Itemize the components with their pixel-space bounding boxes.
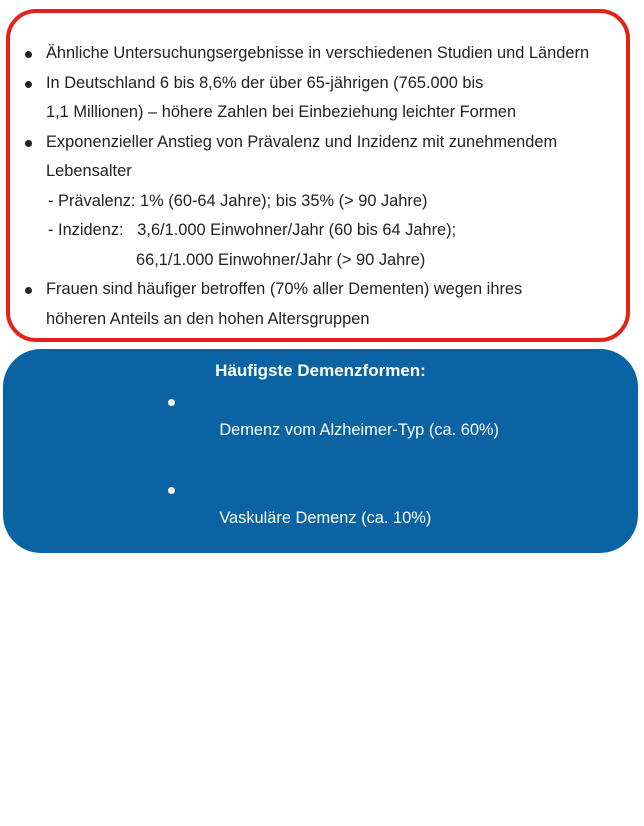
bullet-icon bbox=[168, 663, 175, 670]
list-item-mixed bbox=[168, 563, 499, 651]
item-text: Alle anderen Formen (ca. 10%) bbox=[219, 772, 448, 791]
item-text: Lewy-Körper-Demenz (ca. 10%) bbox=[219, 684, 454, 703]
bullet-icon bbox=[168, 399, 175, 406]
item-line: höheren Anteils an den hohen Altersgruppen bbox=[46, 309, 370, 328]
list-item-other bbox=[168, 739, 499, 826]
list-item-alzheimer bbox=[168, 387, 499, 475]
item-text: Gemischte Demenz (ca. 10%) bbox=[219, 597, 438, 616]
epidemiology-panel bbox=[6, 9, 630, 342]
list-item-vascular bbox=[168, 475, 499, 563]
list-item-germany bbox=[10, 69, 644, 128]
item-line: Ähnliche Untersuchungsergebnisse in verschiedenen Studien und Ländern bbox=[46, 44, 590, 62]
bullet-icon bbox=[25, 81, 32, 88]
dementia-forms-panel bbox=[3, 349, 638, 791]
sub-list bbox=[10, 187, 644, 276]
epidemiology-list bbox=[10, 13, 644, 334]
bullet-icon bbox=[25, 51, 32, 58]
bullet-icon bbox=[25, 287, 32, 294]
sub-item-praevalenz: - Prävalenz: 1% (60-64 Jahre); bis 35% (> 90 Jahre) bbox=[48, 191, 428, 210]
list-item-lewy-body bbox=[168, 651, 499, 739]
list-item-studies bbox=[10, 39, 644, 69]
list-item-increase bbox=[10, 128, 644, 187]
bullet-icon bbox=[168, 575, 175, 582]
item-line: 1,1 Millionen) – höhere Zahlen bei Einbeziehung leichter Formen bbox=[46, 103, 517, 121]
item-line: Frauen sind häufiger betroffen (70% aller Dementen) wegen ihres bbox=[46, 280, 523, 298]
dementia-forms-list bbox=[168, 387, 499, 826]
item-line: Lebensalter bbox=[46, 162, 132, 180]
sub-item-inzidenz-continuation: 66,1/1.000 Einwohner/Jahr (> 90 Jahre) bbox=[136, 250, 426, 269]
list-item-women bbox=[10, 275, 644, 334]
item-text: Vaskuläre Demenz (ca. 10%) bbox=[219, 509, 432, 528]
bullet-icon bbox=[25, 140, 32, 147]
bullet-icon bbox=[168, 487, 175, 494]
sub-item-inzidenz: - Inzidenz: 3,6/1.000 Einwohner/Jahr (60 bis 64 Jahre); bbox=[48, 221, 457, 239]
item-text: Demenz vom Alzheimer-Typ (ca. 60%) bbox=[219, 421, 499, 440]
item-line: Exponenzieller Anstieg von Prävalenz und Inzidenz mit zunehmendem bbox=[46, 132, 558, 151]
panel-title: Häufigste Demenzformen: bbox=[215, 361, 426, 380]
bullet-icon bbox=[168, 751, 175, 758]
item-line: In Deutschland 6 bis 8,6% der über 65-jährigen (765.000 bis bbox=[46, 73, 484, 92]
